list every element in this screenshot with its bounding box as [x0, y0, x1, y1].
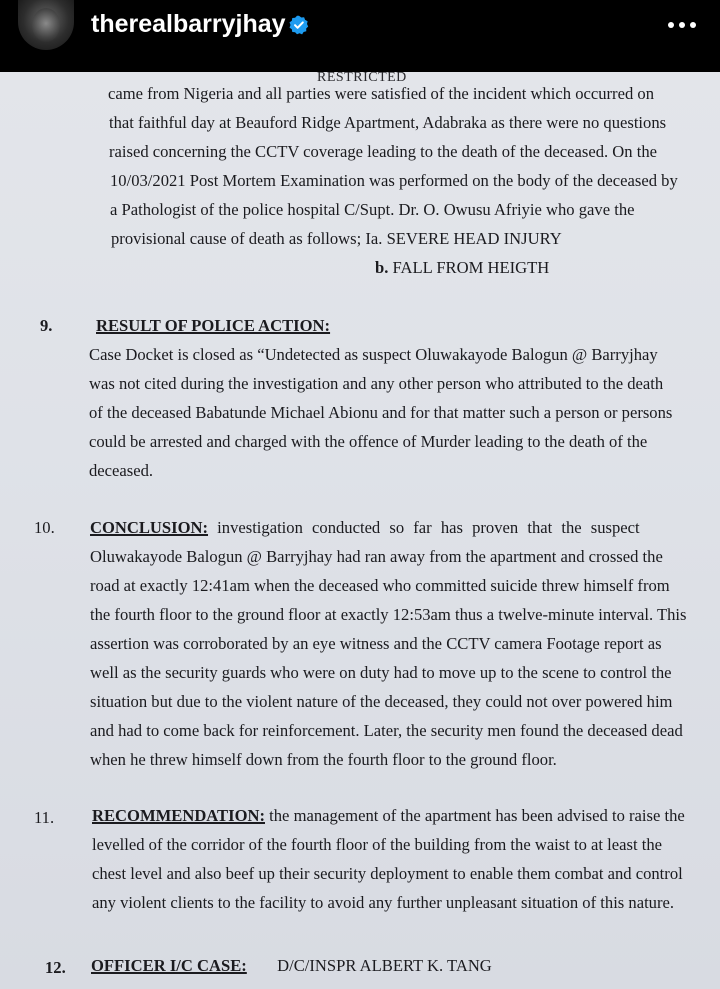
section-10-number: 10. [34, 518, 55, 537]
intro-line: raised concerning the CCTV coverage leading to the death of the deceased. On the [109, 142, 657, 161]
section-10-first-text: investigation conducted so far has proven that the suspect [208, 518, 640, 537]
section-11-line: chest level and also beef up their security deployment to enable them combat and control [92, 864, 683, 883]
intro-line: came from Nigeria and all parties were satisfied of the incident which occurred on [108, 84, 654, 103]
section-9-number: 9. [40, 316, 53, 335]
avatar[interactable] [18, 0, 74, 50]
restricted-label: RESTRICTED [317, 72, 407, 85]
section-9-line: was not cited during the investigation and any other person who attributed to the death [89, 374, 664, 393]
username[interactable]: therealbarryjhay [91, 10, 286, 38]
intro-line: provisional cause of death as follows; Ia. SEVERE HEAD INJURY [111, 229, 562, 248]
section-12-line [91, 956, 492, 976]
section-9-line: deceased. [89, 461, 154, 480]
section-11-number: 11. [34, 808, 55, 827]
cause-b-label: b. [375, 258, 389, 277]
cause-b [375, 258, 549, 278]
document-photo [0, 72, 720, 989]
section-10-line: well as the security guards who were on duty had to move up to the scene to control the [90, 663, 672, 682]
more-options-icon[interactable] [667, 20, 697, 30]
section-9-heading: RESULT OF POLICE ACTION: [96, 316, 331, 335]
post-header [0, 0, 720, 72]
section-12-heading: OFFICER I/C CASE: [91, 956, 247, 975]
section-9-line: Case Docket is closed as “Undetected as suspect Oluwakayode Balogun @ Barryjhay [89, 345, 658, 364]
section-11-first-line [92, 806, 685, 826]
section-11-line: levelled of the corridor of the fourth floor of the building from the waist to at least the [92, 835, 663, 854]
section-10-heading: CONCLUSION: [90, 518, 209, 537]
section-10-line: the fourth floor to the ground floor at exactly 12:53am thus a twelve-minute interval. This [90, 605, 687, 624]
section-9-line: of the deceased Babatunde Michael Abionu and for that matter such a person or persons [89, 403, 673, 422]
section-10-line: Oluwakayode Balogun @ Barryjhay had ran away from the apartment and crossed the [90, 547, 663, 566]
officer-name: D/C/INSPR ALBERT K. TANG [277, 956, 492, 975]
section-10-first-line [90, 518, 640, 538]
intro-line: a Pathologist of the police hospital C/Supt. Dr. O. Owusu Afriyie who gave the [110, 200, 635, 219]
section-10-line: and had to come back for reinforcement. Later, the security men found the deceased dead [90, 721, 683, 740]
section-10-line: road at exactly 12:41am when the deceased who committed suicide threw himself from [90, 576, 670, 595]
section-11-line: any violent clients to the facility to avoid any further unpleasant situation of this nature. [92, 893, 675, 912]
section-10-line: assertion was corroborated by an eye witness and the CCTV camera Footage report as [90, 634, 662, 653]
intro-line: that faithful day at Beauford Ridge Apartment, Adabraka as there were no questions [109, 113, 667, 132]
intro-line: 10/03/2021 Post Mortem Examination was performed on the body of the deceased by [110, 171, 678, 190]
section-10-line: when he threw himself down from the fourth floor to the ground floor. [90, 750, 557, 769]
section-9-line: could be arrested and charged with the offence of Murder leading to the death of the [89, 432, 648, 451]
section-11-heading: RECOMMENDATION: [92, 806, 265, 825]
verified-badge-icon [289, 15, 309, 35]
section-11-first-text: the management of the apartment has been advised to raise the [265, 806, 685, 825]
section-10-line: situation but due to the violent nature of the deceased, they could not over powered him [90, 692, 673, 711]
cause-b-text: FALL FROM HEIGTH [392, 258, 550, 277]
section-12-number: 12. [45, 958, 66, 977]
